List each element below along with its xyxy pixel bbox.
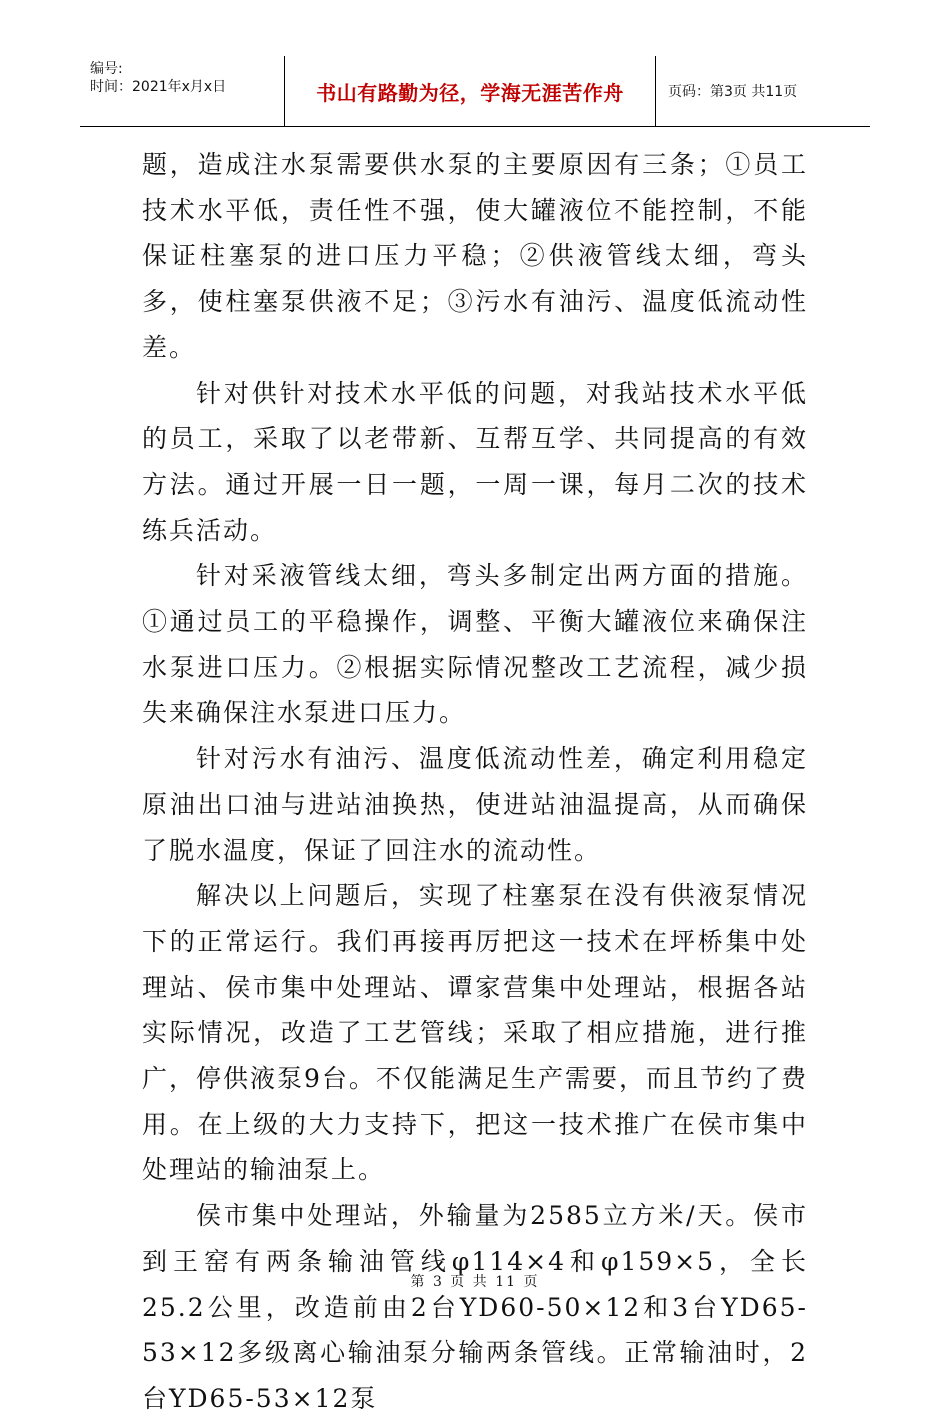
header-page-code: 页码：第3页 共11页: [668, 84, 798, 100]
document-body: [142, 142, 808, 1422]
header-motto: 书山有路勤为径，学海无涯苦作舟: [285, 56, 656, 126]
header-meta: [80, 56, 285, 126]
time-label: 时间：2021年x月x日: [90, 79, 227, 95]
page-footer: 第 3 页 共 11 页: [410, 1274, 540, 1290]
number-label: 编号:: [90, 61, 123, 77]
paragraph-6: 侯市集中处理站，外输量为2585立方米/天。侯市到王窑有两条输油管线φ114×4和φ159×5，全长25.2公里，改造前由2台YD60-50×12和3台YD65-53×12多级离心输油泵分输两条管线。正常输油时，2台YD65-53×12泵: [142, 1201, 808, 1413]
paragraph-4: 针对污水有油污、温度低流动性差，确定利用稳定原油出口油与进站油换热，使进站油温提高，从而确保了脱水温度，保证了回注水的流动性。: [142, 744, 808, 865]
paragraph-1: 题，造成注水泵需要供水泵的主要原因有三条；①员工技术水平低，责任性不强，使大罐液位不能控制，不能保证柱塞泵的进口压力平稳；②供液管线太细，弯头多，使柱塞泵供液不足；③污水有油污、温度低流动性差。: [142, 150, 808, 362]
paragraph-3: 针对采液管线太细，弯头多制定出两方面的措施。①通过员工的平稳操作，调整、平衡大罐液位来确保注水泵进口压力。②根据实际情况整改工艺流程，减少损失来确保注水泵进口压力。: [142, 561, 808, 728]
header-divider: [80, 126, 870, 127]
page-header: [80, 56, 870, 126]
paragraph-2: 针对供针对技术水平低的问题，对我站技术水平低的员工，采取了以老带新、互帮互学、共同提高的有效方法。通过开展一日一题，一周一课，每月二次的技术练兵活动。: [142, 378, 808, 545]
paragraph-5: 解决以上问题后，实现了柱塞泵在没有供液泵情况下的正常运行。我们再接再厉把这一技术在坪桥集中处理站、侯市集中处理站、谭家营集中处理站，根据各站实际情况，改造了工艺管线；采取了相应措施，进行推广，停供液泵9台。不仅能满足生产需要，而且节约了费用。在上级的大力支持下，把这一技术推广在侯市集中处理站的输油泵上。: [142, 881, 808, 1185]
